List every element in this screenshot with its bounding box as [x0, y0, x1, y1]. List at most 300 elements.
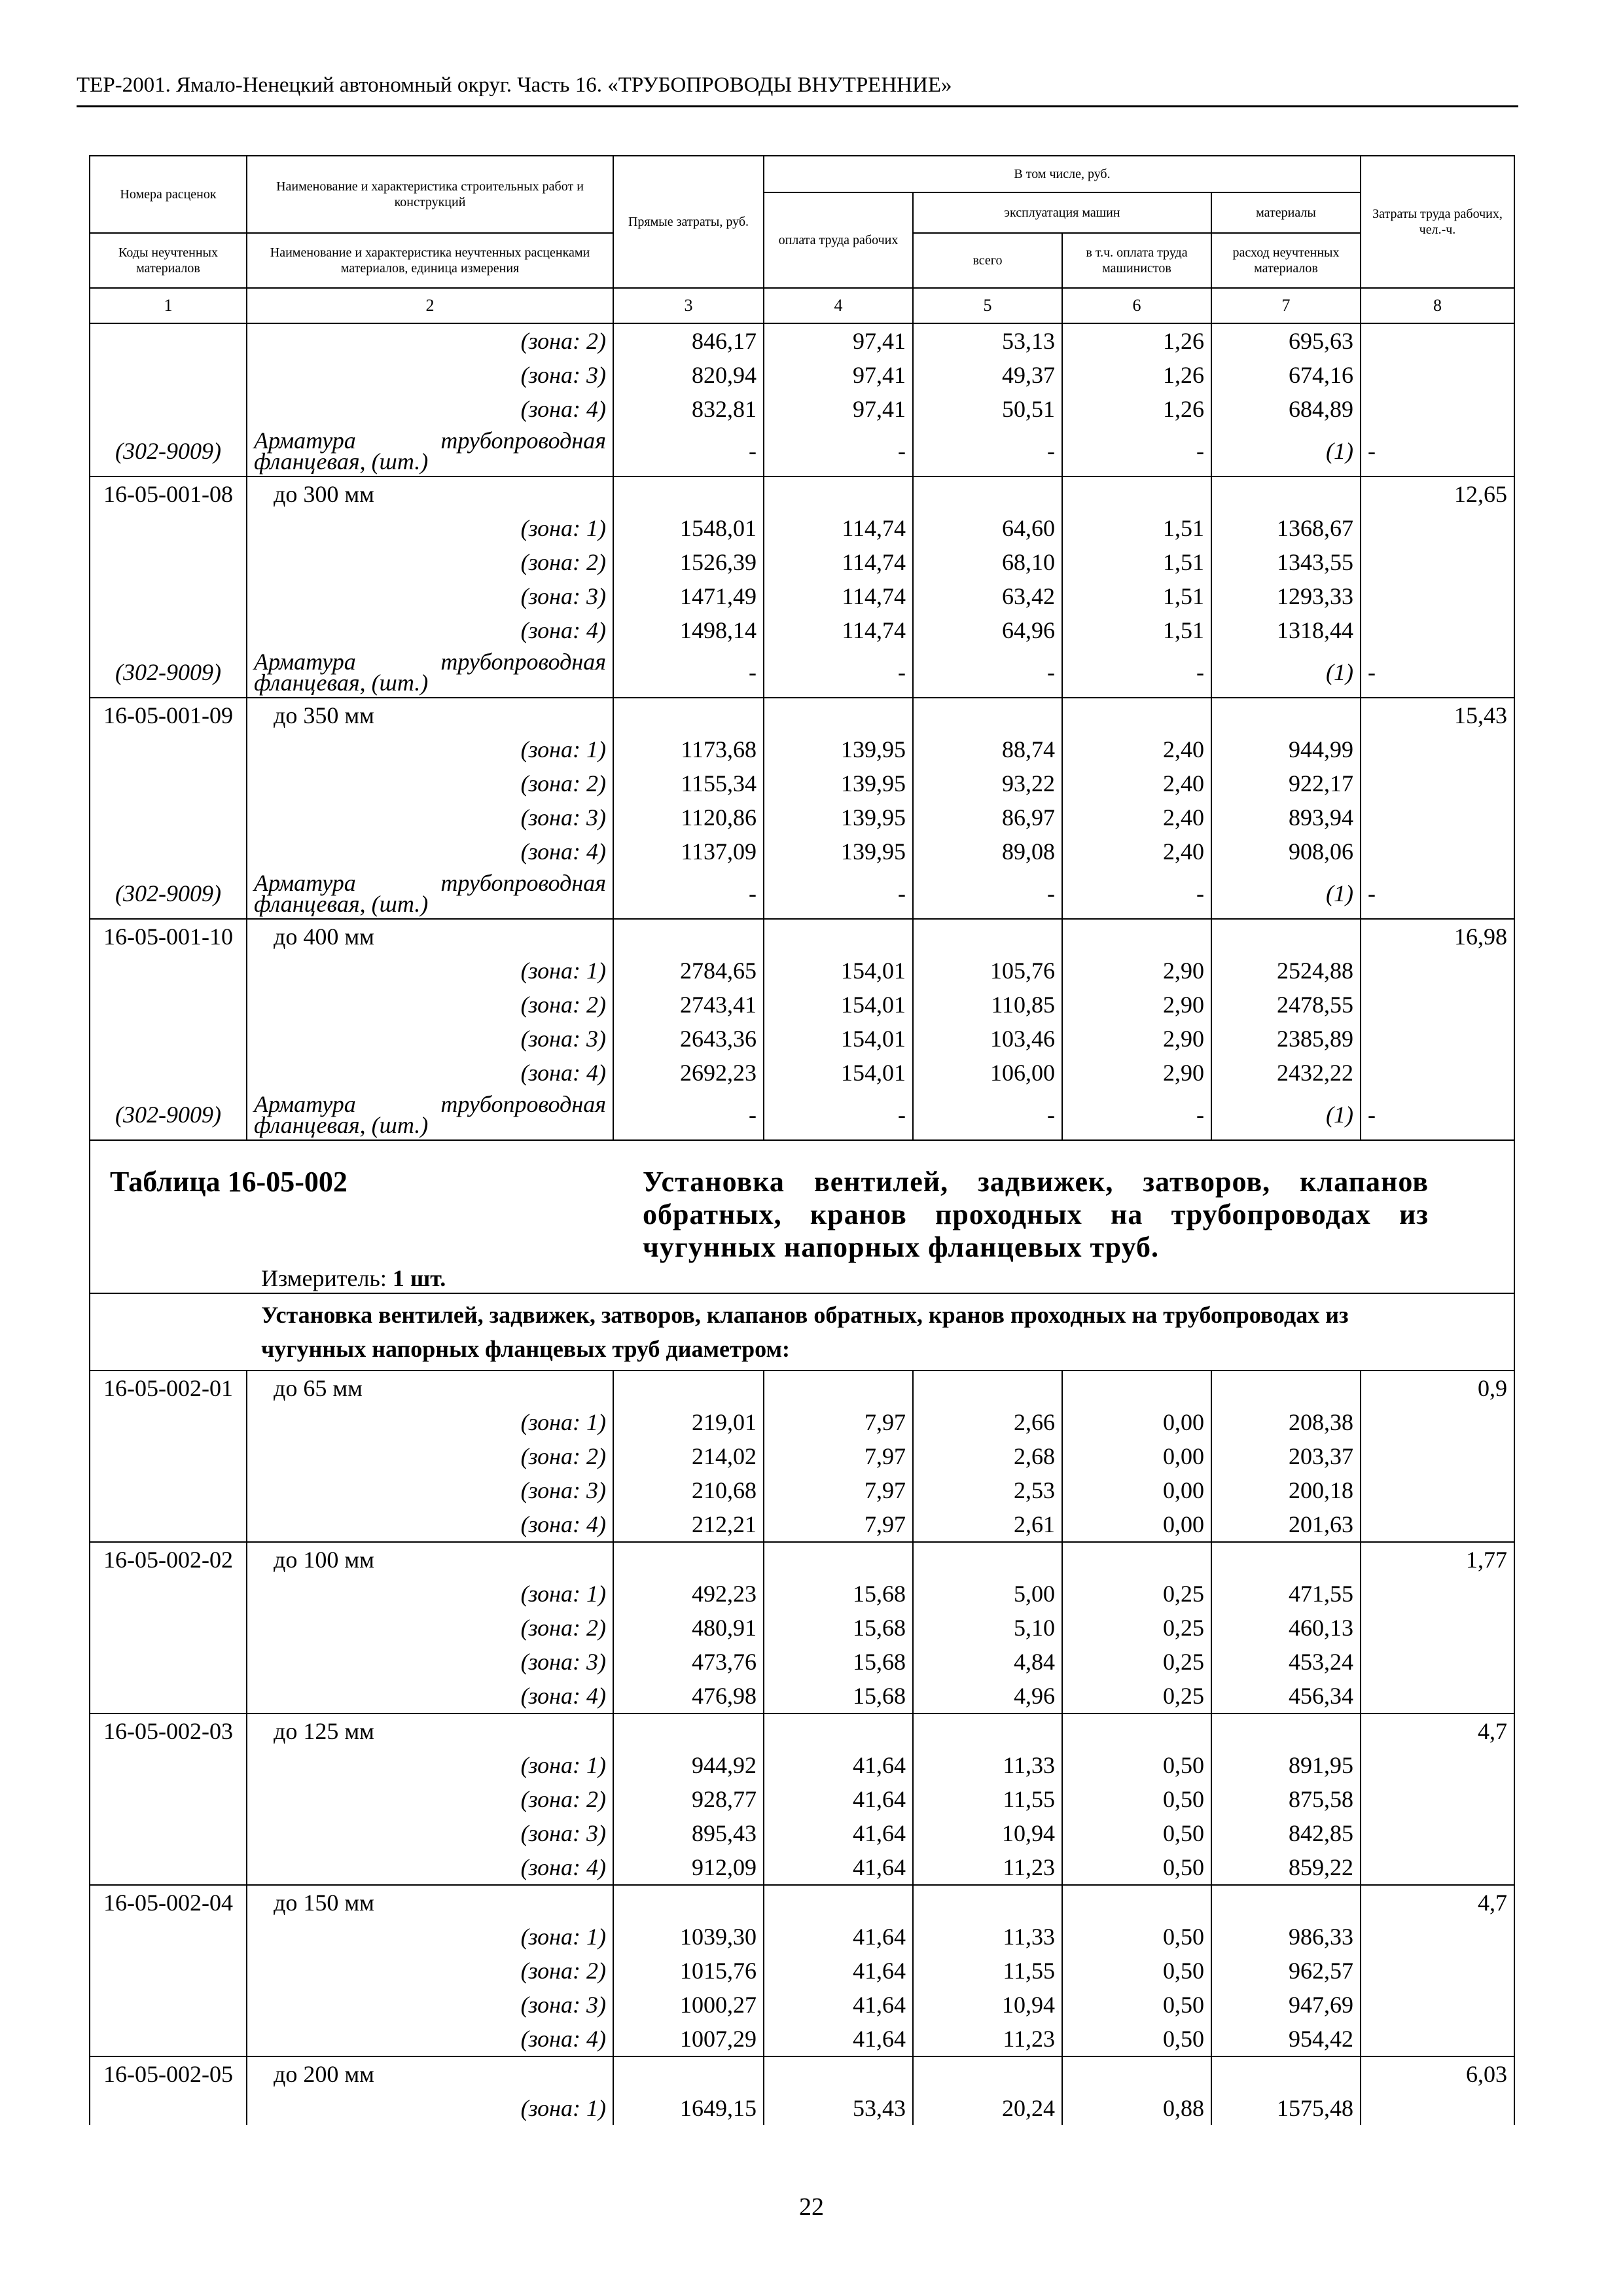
value-cell: 0,88: [1062, 2091, 1211, 2125]
labor-cell: [1361, 766, 1514, 800]
value-cell: 1368,67: [1211, 511, 1361, 545]
value-cell: 139,95: [764, 800, 913, 834]
value-cell: 1,51: [1062, 511, 1211, 545]
table-body-part2: [90, 1140, 1514, 1371]
value-cell: 114,74: [764, 613, 913, 647]
zone-label: (зона: 4): [247, 613, 613, 647]
labor-cell: [1361, 323, 1514, 358]
value-cell: 2,40: [1062, 732, 1211, 766]
value-cell: 1343,55: [1211, 545, 1361, 579]
value-cell: 154,01: [764, 1022, 913, 1056]
col-header-unaccounted-materials: расход неучтенных материалов: [1211, 233, 1361, 288]
rate-code-cell: [90, 613, 247, 647]
value-cell: 88,74: [913, 732, 1062, 766]
labor-value: 16,98: [1361, 919, 1514, 954]
value-cell: 10,94: [913, 1816, 1062, 1850]
value-cell: 2,40: [1062, 800, 1211, 834]
zone-row: [90, 1022, 1514, 1056]
value-cell: 11,23: [913, 2022, 1062, 2056]
zone-row: [90, 1782, 1514, 1816]
zone-row: [90, 1748, 1514, 1782]
value-cell: 139,95: [764, 766, 913, 800]
col-header-direct-costs: Прямые затраты, руб.: [613, 156, 764, 288]
empty-cell: [764, 919, 913, 954]
rate-code: 16-05-001-08: [90, 476, 247, 511]
zone-label: (зона: 1): [247, 1577, 613, 1611]
rate-name: до 125 мм: [247, 1713, 613, 1748]
value-cell: 859,22: [1211, 1850, 1361, 1885]
empty-cell: [613, 1371, 764, 1405]
value-cell: 1137,09: [613, 834, 764, 869]
zone-row: [90, 392, 1514, 426]
value-cell: 110,85: [913, 988, 1062, 1022]
rate-name: до 400 мм: [247, 919, 613, 954]
zone-label: (зона: 2): [247, 1782, 613, 1816]
zone-label: (зона: 4): [247, 2022, 613, 2056]
zone-row: [90, 545, 1514, 579]
value-cell: 105,76: [913, 954, 1062, 988]
value-cell: 41,64: [764, 2022, 913, 2056]
value-cell: 139,95: [764, 732, 913, 766]
value-cell: 41,64: [764, 1748, 913, 1782]
material-dash: -: [913, 869, 1062, 919]
zone-label: (зона: 2): [247, 545, 613, 579]
page-number: 22: [799, 2193, 824, 2221]
zone-label: (зона: 4): [247, 834, 613, 869]
value-cell: 947,69: [1211, 1988, 1361, 2022]
empty-cell: [1062, 2056, 1211, 2091]
value-cell: 7,97: [764, 1507, 913, 1542]
value-cell: 1,26: [1062, 323, 1211, 358]
rate-code-cell: [90, 766, 247, 800]
value-cell: 891,95: [1211, 1748, 1361, 1782]
rate-code: 16-05-001-09: [90, 698, 247, 732]
value-cell: 1526,39: [613, 545, 764, 579]
material-dash: -: [1361, 869, 1514, 919]
value-cell: 695,63: [1211, 323, 1361, 358]
material-dash: -: [764, 647, 913, 698]
empty-cell: [913, 1542, 1062, 1577]
value-cell: 2,90: [1062, 1022, 1211, 1056]
labor-cell: [1361, 732, 1514, 766]
rate-code-cell: [90, 1850, 247, 1885]
material-dash: -: [613, 1090, 764, 1140]
zone-label: (зона: 2): [247, 766, 613, 800]
value-cell: 4,84: [913, 1645, 1062, 1679]
value-cell: 820,94: [613, 358, 764, 392]
labor-cell: [1361, 392, 1514, 426]
zone-label: (зона: 1): [247, 954, 613, 988]
page-header: ТЕР-2001. Ямало-Ненецкий автономный округ. Часть 16. «ТРУБОПРОВОДЫ ВНУТРЕННИЕ»: [77, 73, 1518, 107]
rate-group-row: [90, 698, 1514, 732]
zone-label: (зона: 3): [247, 800, 613, 834]
value-cell: 0,00: [1062, 1439, 1211, 1473]
rate-code-cell: [90, 2022, 247, 2056]
zone-label: (зона: 4): [247, 392, 613, 426]
value-cell: 103,46: [913, 1022, 1062, 1056]
rate-code: 16-05-002-02: [90, 1542, 247, 1577]
value-cell: 63,42: [913, 579, 1062, 613]
zone-row: [90, 1439, 1514, 1473]
value-cell: 1,26: [1062, 358, 1211, 392]
empty-cell: [764, 1371, 913, 1405]
zone-label: (зона: 3): [247, 1022, 613, 1056]
value-cell: 1000,27: [613, 1988, 764, 2022]
zone-row: [90, 1577, 1514, 1611]
labor-cell: [1361, 613, 1514, 647]
zone-row: [90, 358, 1514, 392]
value-cell: 471,55: [1211, 1577, 1361, 1611]
labor-cell: [1361, 1439, 1514, 1473]
value-cell: 986,33: [1211, 1920, 1361, 1954]
zone-row: [90, 1850, 1514, 1885]
value-cell: 2,53: [913, 1473, 1062, 1507]
empty-cell: [764, 2056, 913, 2091]
value-cell: 50,51: [913, 392, 1062, 426]
value-cell: 480,91: [613, 1611, 764, 1645]
table2-measure-row: [90, 1264, 1514, 1293]
value-cell: 154,01: [764, 988, 913, 1022]
value-cell: 64,96: [913, 613, 1062, 647]
material-dash: -: [1062, 1090, 1211, 1140]
rate-group-row: [90, 919, 1514, 954]
zone-label: (зона: 1): [247, 1748, 613, 1782]
rate-code-cell: [90, 1439, 247, 1473]
rate-code-cell: [90, 545, 247, 579]
zone-label: (зона: 2): [247, 988, 613, 1022]
value-cell: 97,41: [764, 392, 913, 426]
zone-row: [90, 988, 1514, 1022]
empty-cell: [913, 2056, 1062, 2091]
rate-name: до 100 мм: [247, 1542, 613, 1577]
empty-cell: [613, 698, 764, 732]
material-dash: -: [913, 1090, 1062, 1140]
value-cell: 1649,15: [613, 2091, 764, 2125]
rate-code-cell: [90, 1507, 247, 1542]
value-cell: 1293,33: [1211, 579, 1361, 613]
value-cell: 114,74: [764, 511, 913, 545]
empty-cell: [913, 476, 1062, 511]
rate-group-row: [90, 1885, 1514, 1920]
material-name: Арматура трубопроводная фланцевая, (шт.): [247, 426, 613, 476]
value-cell: 460,13: [1211, 1611, 1361, 1645]
table-body-part1: [90, 323, 1514, 1140]
zone-row: [90, 2091, 1514, 2125]
zone-row: [90, 1473, 1514, 1507]
col-header-labor-costs: Затраты труда рабочих, чел.-ч.: [1361, 156, 1514, 288]
empty-cell: [1062, 919, 1211, 954]
value-cell: 2524,88: [1211, 954, 1361, 988]
value-cell: 5,00: [913, 1577, 1062, 1611]
section-heading: Установка вентилей, задвижек, затворов, клапанов обратных, кранов проходных на трубопроводах из чугунных напорных фланцевых труб диаметром:: [261, 1302, 1349, 1362]
value-cell: 15,68: [764, 1611, 913, 1645]
value-cell: 212,21: [613, 1507, 764, 1542]
zone-label: (зона: 1): [247, 732, 613, 766]
labor-cell: [1361, 1056, 1514, 1090]
value-cell: 41,64: [764, 1850, 913, 1885]
rate-code-cell: [90, 732, 247, 766]
value-cell: 219,01: [613, 1405, 764, 1439]
empty-cell: [1211, 1542, 1361, 1577]
empty-cell: [1062, 1885, 1211, 1920]
labor-cell: [1361, 1850, 1514, 1885]
value-cell: 2478,55: [1211, 988, 1361, 1022]
labor-cell: [1361, 1816, 1514, 1850]
zone-label: (зона: 2): [247, 1954, 613, 1988]
empty-cell: [913, 1371, 1062, 1405]
zone-label: (зона: 3): [247, 1473, 613, 1507]
rate-code-cell: [90, 1679, 247, 1713]
value-cell: 97,41: [764, 323, 913, 358]
value-cell: 2643,36: [613, 1022, 764, 1056]
value-cell: 0,50: [1062, 1920, 1211, 1954]
value-cell: 114,74: [764, 579, 913, 613]
value-cell: 11,55: [913, 1782, 1062, 1816]
value-cell: 1,51: [1062, 545, 1211, 579]
value-cell: 86,97: [913, 800, 1062, 834]
material-dash: -: [613, 869, 764, 919]
zone-row: [90, 1611, 1514, 1645]
value-cell: 846,17: [613, 323, 764, 358]
value-cell: 4,96: [913, 1679, 1062, 1713]
labor-cell: [1361, 2091, 1514, 2125]
col-header-rate-numbers: Номера расценок: [90, 156, 247, 233]
value-cell: 456,34: [1211, 1679, 1361, 1713]
value-cell: 2,61: [913, 1507, 1062, 1542]
empty-cell: [764, 1885, 913, 1920]
rate-code-cell: [90, 1577, 247, 1611]
column-number-row: 1 2 3 4 5 6 7 8: [90, 288, 1514, 323]
value-cell: 11,55: [913, 1954, 1062, 1988]
labor-cell: [1361, 1920, 1514, 1954]
empty-cell: [613, 1885, 764, 1920]
value-cell: 106,00: [913, 1056, 1062, 1090]
zone-label: (зона: 4): [247, 1850, 613, 1885]
rate-code: 16-05-001-10: [90, 919, 247, 954]
value-cell: 453,24: [1211, 1645, 1361, 1679]
labor-value: 1,77: [1361, 1542, 1514, 1577]
value-cell: 0,50: [1062, 1850, 1211, 1885]
zone-row: [90, 511, 1514, 545]
rate-group-row: [90, 1542, 1514, 1577]
material-dash: -: [1361, 647, 1514, 698]
value-cell: 473,76: [613, 1645, 764, 1679]
labor-cell: [1361, 545, 1514, 579]
rate-name: до 150 мм: [247, 1885, 613, 1920]
zone-row: [90, 954, 1514, 988]
value-cell: 41,64: [764, 1920, 913, 1954]
value-cell: 1318,44: [1211, 613, 1361, 647]
empty-cell: [613, 476, 764, 511]
material-dash: -: [764, 869, 913, 919]
zone-row: [90, 1920, 1514, 1954]
value-cell: 2,66: [913, 1405, 1062, 1439]
value-cell: 2432,22: [1211, 1056, 1361, 1090]
zone-label: (зона: 2): [247, 323, 613, 358]
zone-label: (зона: 3): [247, 1645, 613, 1679]
rate-code: 16-05-002-05: [90, 2056, 247, 2091]
value-cell: 154,01: [764, 954, 913, 988]
zone-row: [90, 1405, 1514, 1439]
value-cell: 0,50: [1062, 1988, 1211, 2022]
labor-cell: [1361, 2022, 1514, 2056]
value-cell: 2,90: [1062, 988, 1211, 1022]
empty-cell: [1211, 2056, 1361, 2091]
zone-label: (зона: 3): [247, 579, 613, 613]
value-cell: 0,50: [1062, 1954, 1211, 1988]
zone-label: (зона: 2): [247, 1611, 613, 1645]
value-cell: 842,85: [1211, 1816, 1361, 1850]
value-cell: 893,94: [1211, 800, 1361, 834]
value-cell: 492,23: [613, 1577, 764, 1611]
value-cell: 908,06: [1211, 834, 1361, 869]
value-cell: 11,33: [913, 1920, 1062, 1954]
labor-cell: [1361, 579, 1514, 613]
value-cell: 875,58: [1211, 1782, 1361, 1816]
value-cell: 68,10: [913, 545, 1062, 579]
labor-cell: [1361, 1405, 1514, 1439]
rate-group-row: [90, 476, 1514, 511]
empty-cell: [1211, 919, 1361, 954]
value-cell: 89,08: [913, 834, 1062, 869]
empty-cell: [1062, 1542, 1211, 1577]
value-cell: 208,38: [1211, 1405, 1361, 1439]
rate-code-cell: [90, 2091, 247, 2125]
value-cell: 11,23: [913, 1850, 1062, 1885]
rate-code-cell: [90, 358, 247, 392]
table2-section-row: [90, 1293, 1514, 1371]
value-cell: 154,01: [764, 1056, 913, 1090]
rate-code-cell: [90, 1405, 247, 1439]
zone-row: [90, 1816, 1514, 1850]
rate-code-cell: [90, 1954, 247, 1988]
value-cell: 1007,29: [613, 2022, 764, 2056]
rate-code-cell: [90, 323, 247, 358]
empty-cell: [1062, 1371, 1211, 1405]
value-cell: 0,50: [1062, 1782, 1211, 1816]
table2-title-row: [90, 1140, 1514, 1264]
value-cell: 1,51: [1062, 579, 1211, 613]
labor-cell: [1361, 1507, 1514, 1542]
value-cell: 41,64: [764, 1988, 913, 2022]
value-cell: 20,24: [913, 2091, 1062, 2125]
zone-row: [90, 579, 1514, 613]
col-header-material-codes: Коды неучтенных материалов: [90, 233, 247, 288]
labor-cell: [1361, 511, 1514, 545]
rate-code-cell: [90, 1022, 247, 1056]
material-name: Арматура трубопроводная фланцевая, (шт.): [247, 869, 613, 919]
labor-cell: [1361, 1611, 1514, 1645]
rate-code-cell: [90, 392, 247, 426]
value-cell: 1015,76: [613, 1954, 764, 1988]
value-cell: 10,94: [913, 1988, 1062, 2022]
labor-cell: [1361, 800, 1514, 834]
value-cell: 7,97: [764, 1439, 913, 1473]
material-name: Арматура трубопроводная фланцевая, (шт.): [247, 1090, 613, 1140]
zone-row: [90, 834, 1514, 869]
zone-label: (зона: 1): [247, 2091, 613, 2125]
material-name: Арматура трубопроводная фланцевая, (шт.): [247, 647, 613, 698]
material-row: [90, 1090, 1514, 1140]
empty-cell: [613, 919, 764, 954]
labor-value: 12,65: [1361, 476, 1514, 511]
labor-cell: [1361, 1022, 1514, 1056]
value-cell: 954,42: [1211, 2022, 1361, 2056]
labor-value: 4,7: [1361, 1885, 1514, 1920]
col-header-machine-ops: эксплуатация машин: [913, 192, 1211, 233]
value-cell: 2,90: [1062, 1056, 1211, 1090]
value-cell: 0,25: [1062, 1645, 1211, 1679]
value-cell: 962,57: [1211, 1954, 1361, 1988]
empty-cell: [613, 1542, 764, 1577]
table-body-part3: [90, 1371, 1514, 2125]
value-cell: 1575,48: [1211, 2091, 1361, 2125]
zone-label: (зона: 1): [247, 1920, 613, 1954]
material-dash: -: [764, 1090, 913, 1140]
value-cell: 15,68: [764, 1679, 913, 1713]
empty-cell: [613, 2056, 764, 2091]
col-header-material-names: Наименование и характеристика неучтенных расценками материалов, единица измерения: [247, 233, 613, 288]
material-qty: (1): [1211, 869, 1361, 919]
rate-code-cell: [90, 800, 247, 834]
value-cell: 41,64: [764, 1782, 913, 1816]
empty-cell: [613, 1713, 764, 1748]
zone-row: [90, 1056, 1514, 1090]
rate-code-cell: [90, 988, 247, 1022]
value-cell: 2692,23: [613, 1056, 764, 1090]
value-cell: 2,40: [1062, 834, 1211, 869]
value-cell: 1,51: [1062, 613, 1211, 647]
material-dash: -: [1062, 869, 1211, 919]
zone-row: [90, 1954, 1514, 1988]
rate-code-cell: [90, 1611, 247, 1645]
col-header-including: В том числе, руб.: [764, 156, 1361, 192]
zone-row: [90, 323, 1514, 358]
empty-cell: [764, 476, 913, 511]
value-cell: 139,95: [764, 834, 913, 869]
value-cell: 1,26: [1062, 392, 1211, 426]
labor-cell: [1361, 1473, 1514, 1507]
labor-cell: [1361, 988, 1514, 1022]
rate-code-cell: [90, 579, 247, 613]
labor-value: 15,43: [1361, 698, 1514, 732]
zone-row: [90, 1507, 1514, 1542]
value-cell: 2,90: [1062, 954, 1211, 988]
zone-label: (зона: 4): [247, 1679, 613, 1713]
labor-cell: [1361, 358, 1514, 392]
value-cell: 1173,68: [613, 732, 764, 766]
empty-cell: [1211, 1885, 1361, 1920]
col-header-worker-pay: оплата труда рабочих: [764, 192, 913, 288]
value-cell: 114,74: [764, 545, 913, 579]
rate-group-row: [90, 1713, 1514, 1748]
rate-code-cell: [90, 1988, 247, 2022]
zone-row: [90, 800, 1514, 834]
value-cell: 912,09: [613, 1850, 764, 1885]
value-cell: 201,63: [1211, 1507, 1361, 1542]
material-dash: -: [613, 426, 764, 476]
material-qty: (1): [1211, 647, 1361, 698]
empty-cell: [1062, 698, 1211, 732]
value-cell: 210,68: [613, 1473, 764, 1507]
value-cell: 0,00: [1062, 1405, 1211, 1439]
value-cell: 0,25: [1062, 1577, 1211, 1611]
rate-name: до 200 мм: [247, 2056, 613, 2091]
zone-row: [90, 613, 1514, 647]
value-cell: 53,43: [764, 2091, 913, 2125]
material-row: [90, 869, 1514, 919]
value-cell: 0,50: [1062, 1748, 1211, 1782]
